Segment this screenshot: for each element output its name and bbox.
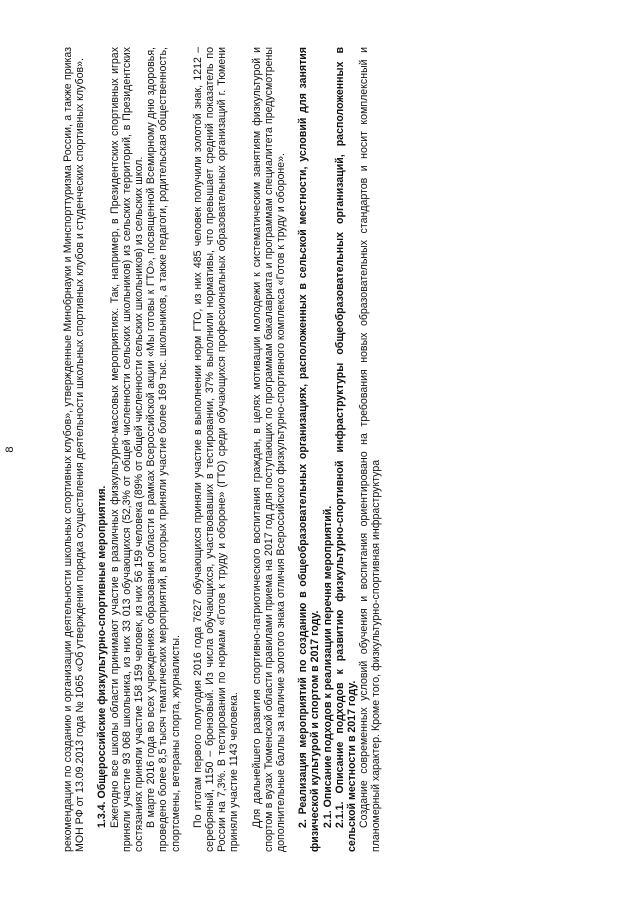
paragraph-university-points: Для дальнейшего развития спортивно-патриотического воспитания граждан, в целях мотивации молодежи к систематическим занятиям физкультурой и спортом в вузах Тюменской области правилами приема на 2017 год для поступающих по программам бакалавриата и программам специалитета предусмотрены дополнительные баллы за наличие золотого знака отличия Всероссийского физкультурно-спортивного комплекса «Готов к труду и обороне». (250, 47, 288, 852)
heading-2-1-1: 2.1.1. Описание подходов к развитию физкультурно-спортивной инфраструктуры общеобразовательных организаций, расположенных в сельской местности в 2017 году. (333, 47, 359, 852)
page-number: 8 (4, 446, 16, 453)
heading-2: 2. Реализация мероприятий по созданию в общеобразовательных организациях, расположенных в сельской местности, условий для занятия физической культурой и спортом в 2017 году. (297, 47, 322, 852)
heading-1-3-4: 1.3.4. Общероссийские физкультурно-спортивные мероприятия. (96, 485, 109, 828)
paragraph-clubs-recommendations: рекомендации по созданию и организации деятельности школьных спортивных клубов», утвержденные Минобрнауки и Минспорттуризма России, а также приказ МОН РФ от 13.09.2013 года № 1065 «Об утверждении порядка осуществления деятельности школьных спортивных клубов и студенческих спортивных клубов». (62, 47, 87, 852)
paragraph-gto-campaign: В марте 2016 года во всех учреждениях образования области в рамках Всероссийской акции «Мы готовы к ГТО», посвященной Всемирному дню здоровья, проведено более 8,5 тысяч тематических мероприятий, в которых приняли участие более 169 тыс. школьников, а также педагоги, родительская общественность, спортсмены, ветераны спорта, журналисты. (145, 47, 182, 852)
paragraph-gto-results: По итогам первого полугодия 2016 года 7627 обучающихся приняли участие в выполнении норм ГТО, из них 485 человек получили золотой знак, 1212 – серебряный, 1150 – бронзовый. Из числа обучающихся, участвовавших в тестировании, 37% выполнили нормативы, что превышает средний показатель по России на 7,3%. В тестировании по нормам «Готов к труду и обороне» (ГТО) среди обучающихся профессиональных образовательных организаций г. Тюмени приняли участие 1143 человека. (191, 47, 241, 852)
paragraph-presidential-games: Ежегодно все школы области принимают участие в различных физкультурно-массовых мероприятиях. Так, например, в Президентских спортивных играх приняли участие 93 068 школьника, из них 33 013 обучающихся (52,3% от общей численности сельских школьников) из сельских территорий, в Президентских состязаниях приняли участие 158 159 человек, из них 56 159 человека (89% от общей численности сельских школьников) из сельских школ. (108, 47, 146, 852)
heading-2-1: 2.1. Описание подходов к реализации перечня мероприятий. (321, 505, 334, 828)
paragraph-infrastructure: Создание современных условий обучения и воспитания ориентировано на требования новых образовательных стандартов и носит комплексный и планомерный характер. Кроме того, физкультурно-спортивная инфраструктура (358, 47, 383, 852)
rotated-content (4, 47, 577, 852)
